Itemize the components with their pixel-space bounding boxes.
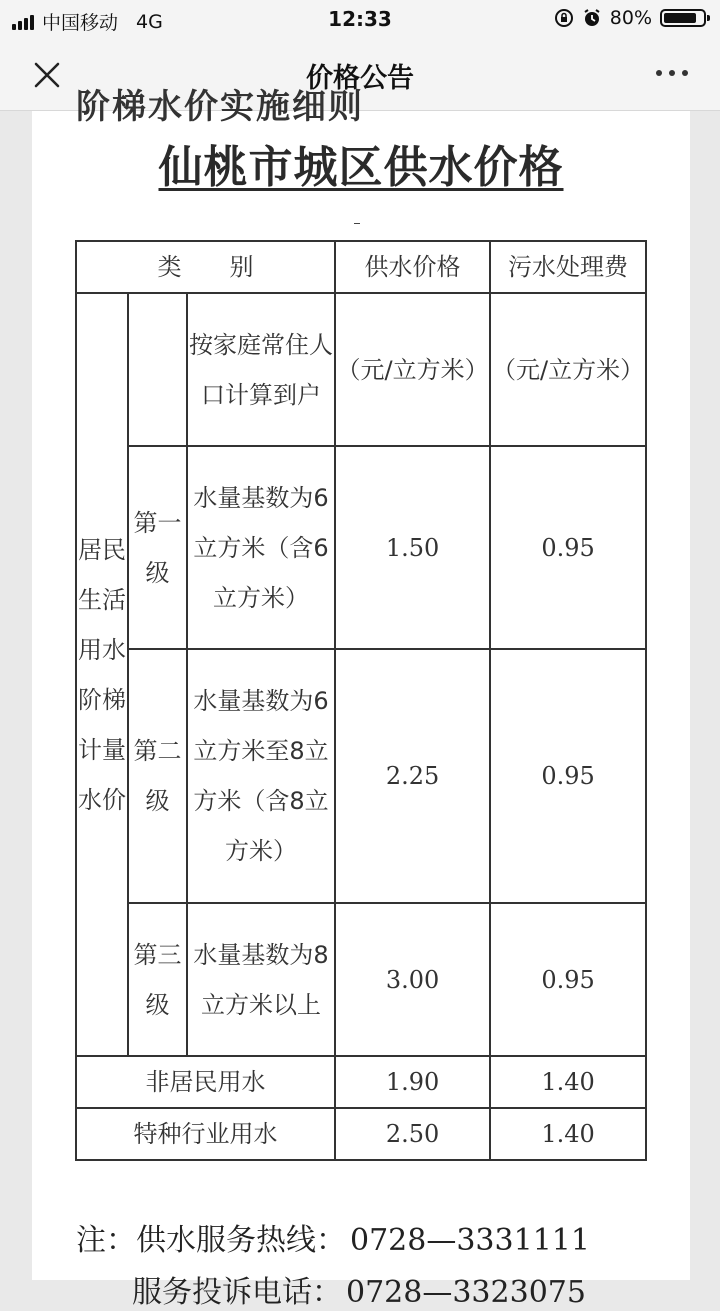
- units-basis: 按家庭常住人口计算到户: [187, 293, 335, 446]
- residential-label: 居民生活用水阶梯计量水价: [76, 293, 128, 1056]
- page-title: 价格公告: [306, 63, 414, 94]
- tier-sewage-fee: 0.95: [490, 903, 646, 1056]
- battery-percent: 80%: [609, 7, 652, 29]
- document-title-text: 仙桃市城区供水价格: [158, 142, 564, 193]
- tier-level: 第二级: [128, 649, 187, 903]
- table-header-row: [76, 241, 646, 293]
- battery-icon: [660, 9, 706, 27]
- other-name: 特种行业用水: [76, 1108, 335, 1160]
- supply-unit: （元/立方米）: [335, 293, 490, 446]
- complaint-number[interactable]: 0728—3323075: [346, 1275, 586, 1310]
- table-row: [76, 903, 646, 1056]
- sewage-unit: （元/立方米）: [490, 293, 646, 446]
- other-sewage-fee: 1.40: [490, 1056, 646, 1108]
- complaint-note: [132, 1267, 586, 1311]
- tier-range: 水量基数为8立方米以上: [187, 903, 335, 1056]
- header-supply: 供水价格: [335, 241, 490, 293]
- header-category: 类 别: [76, 241, 335, 293]
- tier-range: 水量基数为6立方米至8立方米（含8立方米）: [187, 649, 335, 903]
- status-time: 12:33: [328, 7, 392, 31]
- document-paper: [32, 87, 690, 1310]
- complaint-label: 服务投诉电话：: [132, 1275, 342, 1310]
- alarm-icon: [582, 8, 602, 28]
- price-table: [75, 240, 647, 1161]
- tier-sewage-fee: 0.95: [490, 446, 646, 649]
- carrier-label: 中国移动: [42, 12, 119, 34]
- status-right: [554, 7, 706, 29]
- tier-range: 水量基数为6立方米（含6立方米）: [187, 446, 335, 649]
- other-supply-price: 1.90: [335, 1056, 490, 1108]
- tier-supply-price: 3.00: [335, 903, 490, 1056]
- hotline-label: 供水服务热线：: [136, 1223, 346, 1258]
- hotline-note: [76, 1215, 590, 1259]
- other-supply-price: 2.50: [335, 1108, 490, 1160]
- tier-sewage-fee: 0.95: [490, 649, 646, 903]
- tier-supply-price: 2.25: [335, 649, 490, 903]
- table-row: [76, 1056, 646, 1108]
- table-row: [76, 1108, 646, 1160]
- document-title: [32, 131, 690, 195]
- hotline-number[interactable]: 0728—3331111: [350, 1223, 590, 1258]
- tier-level: 第三级: [128, 903, 187, 1056]
- dash-mark: [354, 223, 360, 224]
- tier-supply-price: 1.50: [335, 446, 490, 649]
- units-row: [76, 293, 646, 446]
- cut-heading: 阶梯水价实施细则: [76, 87, 364, 127]
- network-label: 4G: [136, 10, 163, 33]
- other-name: 非居民用水: [76, 1056, 335, 1108]
- other-sewage-fee: 1.40: [490, 1108, 646, 1160]
- rotation-lock-icon: [554, 8, 574, 28]
- table-row: [76, 649, 646, 903]
- tier-level: 第一级: [128, 446, 187, 649]
- table-row: [76, 446, 646, 649]
- note-label: 注：: [76, 1223, 136, 1258]
- status-bar: [0, 0, 720, 38]
- units-row-blank: [128, 293, 187, 446]
- more-icon[interactable]: [656, 70, 688, 76]
- header-sewage: 污水处理费: [490, 241, 646, 293]
